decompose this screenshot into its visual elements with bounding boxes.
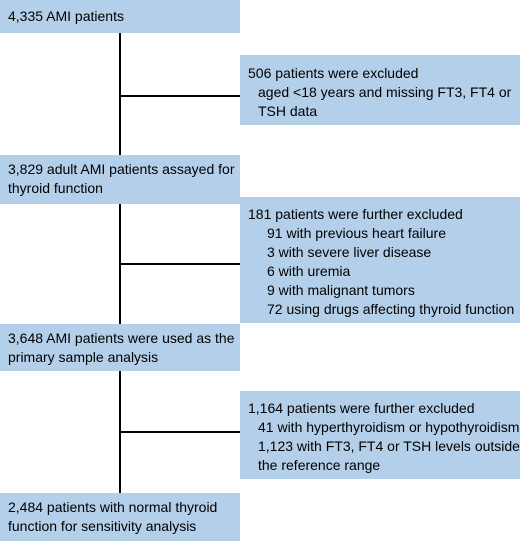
box-sensitivity-line-2: function for sensitivity analysis <box>8 518 197 534</box>
box-primary-sample-line-1: 3,648 AMI patients were used as the <box>8 330 235 346</box>
exclusion-2-item: 72 using drugs affecting thyroid function <box>267 301 515 317</box>
exclusion-1-item: aged <18 years and missing FT3, FT4 or <box>258 84 512 100</box>
connector-branch-1 <box>119 95 240 97</box>
exclusion-2-item: 9 with malignant tumors <box>267 282 415 298</box>
exclusion-2-item: 6 with uremia <box>267 263 351 279</box>
connector-branch-2 <box>119 263 240 265</box>
exclusion-1-item: TSH data <box>258 103 318 119</box>
box-total-patients-line-1: 4,335 AMI patients <box>8 8 124 24</box>
box-primary-sample <box>0 324 240 371</box>
exclusion-3-item: 41 with hyperthyroidism or hypothyroidism <box>258 419 520 435</box>
connector-branch-3 <box>119 431 240 433</box>
box-primary-sample-line-2: primary sample analysis <box>8 349 159 365</box>
exclusion-2-item: 3 with severe liver disease <box>267 244 432 260</box>
exclusion-1-heading: 506 patients were excluded <box>248 65 419 81</box>
box-adult-patients-line-1: 3,829 adult AMI patients assayed for <box>8 161 235 177</box>
exclusion-3-item: 1,123 with FT3, FT4 or TSH levels outside <box>258 438 520 454</box>
exclusion-2-item: 91 with previous heart failure <box>267 225 446 241</box>
box-sensitivity-analysis <box>0 493 240 541</box>
exclusion-2-heading: 181 patients were further excluded <box>248 206 463 222</box>
exclusion-box-3 <box>240 391 520 479</box>
exclusion-3-heading: 1,164 patients were further excluded <box>248 400 475 416</box>
exclusion-box-1 <box>240 55 520 125</box>
box-sensitivity-line-1: 2,484 patients with normal thyroid <box>8 499 218 515</box>
connector-main-1 <box>119 33 121 155</box>
exclusion-3-item: the reference range <box>258 457 381 473</box>
exclusion-box-2 <box>240 197 520 323</box>
box-adult-patients-line-2: thyroid function <box>8 180 103 196</box>
box-total-patients <box>0 0 240 33</box>
box-adult-patients <box>0 155 240 204</box>
